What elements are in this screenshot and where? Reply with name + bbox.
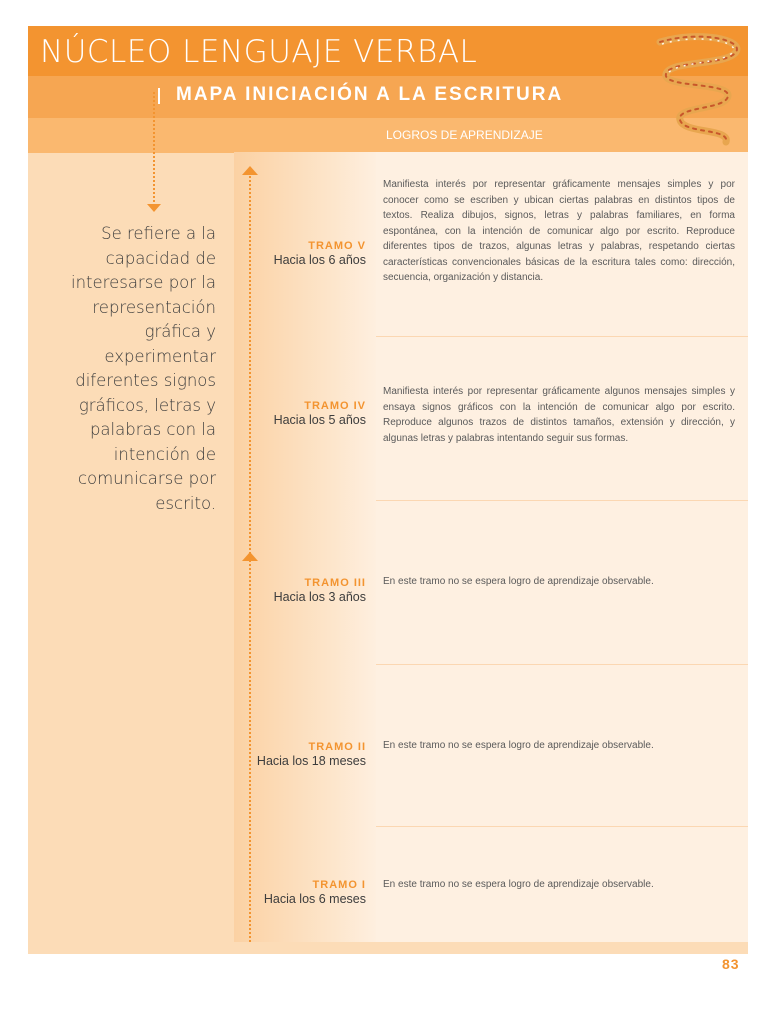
logro-tramo-i: En este tramo no se espera logro de aprendizaje observable. <box>383 879 654 890</box>
left-connector-line <box>153 92 155 202</box>
row-divider <box>376 664 748 665</box>
tramo-name: TRAMO III <box>304 577 366 589</box>
tramo-i <box>234 879 376 906</box>
logro-tramo-iii: En este tramo no se espera logro de aprendizaje observable. <box>383 576 654 587</box>
row-divider <box>376 500 748 501</box>
page-number: 83 <box>722 956 740 972</box>
tramo-v <box>234 240 376 267</box>
bottom-strip <box>28 942 748 954</box>
logro-tramo-ii: En este tramo no se espera logro de aprendizaje observable. <box>383 740 654 751</box>
row-divider <box>376 826 748 827</box>
tramo-age: Hacia los 18 meses <box>256 754 366 768</box>
tramo-age: Hacia los 6 años <box>273 253 366 267</box>
page-subtitle: MAPA INICIACIÓN A LA ESCRITURA <box>176 84 564 105</box>
tramo-iii <box>234 577 376 604</box>
decorative-swirl-icon <box>640 30 748 148</box>
tramo-age: Hacia los 3 años <box>273 590 366 604</box>
row-divider <box>376 336 748 337</box>
timeline-arrow-top-icon <box>242 166 258 175</box>
page-title: NÚCLEO LENGUAJE VERBAL <box>40 34 478 70</box>
domain-description: Se refiere a la capacidad de interesarse por la representación gráfica y experimentar diferentes signos gráficos, letras y palabras con la intención de comunicarse por escrito. <box>70 224 216 513</box>
tramo-age: Hacia los 5 años <box>273 413 366 427</box>
tramo-age: Hacia los 6 meses <box>263 892 366 906</box>
left-connector-arrow-icon <box>147 204 161 212</box>
subtitle-tick <box>158 88 160 104</box>
tramo-iv <box>234 400 376 427</box>
tramo-ii <box>234 741 376 768</box>
tramo-name: TRAMO IV <box>304 400 366 412</box>
logro-tramo-iv: Manifiesta interés por representar gráficamente algunos mensajes simples y ensaya signos gráficos con la intención de comunicar algo por escrito. Reproduce algunos trazos de distintos tamaños, extensión y dirección, y algunas letras y palabras intentando seguir sus formas. <box>383 386 735 444</box>
logro-tramo-v: Manifiesta interés por representar gráficamente mensajes simples y por conocer como se escriben y ubican ciertas palabras en distintos tipos de textos. Realiza dibujos, signos, letras y palabras familiares, en forma espontánea, con la intención de comunicar algo por escrito. Reproduce diferentes tipos de trazos, algunas letras y palabras, respetando ciertas características convencionales básicas de la escritura tales como: dirección, secuencia, organización y distancia. <box>383 179 735 283</box>
column-label-logros: LOGROS DE APRENDIZAJE <box>386 128 543 142</box>
tramo-column <box>234 152 376 942</box>
tramo-name: TRAMO II <box>308 741 366 753</box>
tramo-name: TRAMO I <box>312 879 366 891</box>
timeline-arrow-mid-icon <box>242 552 258 561</box>
page-panel <box>28 26 748 954</box>
tramo-name: TRAMO V <box>308 240 366 252</box>
